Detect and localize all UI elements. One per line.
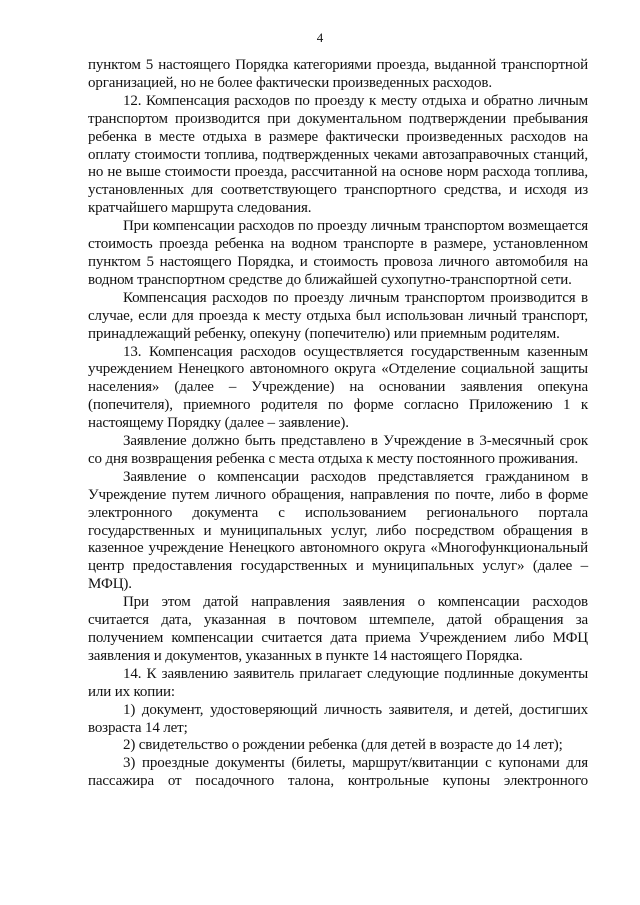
paragraph: 14. К заявлению заявитель прилагает следующие подлинные документы или их копии: xyxy=(88,665,588,700)
paragraph: 1) документ, удостоверяющий личность заявителя, и детей, достигших возраста 14 лет; xyxy=(88,701,588,736)
paragraph: 2) свидетельство о рождении ребенка (для детей в возрасте до 14 лет); xyxy=(123,737,563,754)
paragraph: Компенсация расходов по проезду личным транспортом производится в случае, если для проезда к месту отдыха был использован личный транспорт, принадлежащий ребенку, опекуну (попечителю) или приемным родителям. xyxy=(88,289,588,342)
page-number: 4 xyxy=(316,30,324,45)
paragraph: Заявление должно быть представлено в Учреждение в 3-месячный срок со дня возвращения ребенка с места отдыха к месту постоянного проживания. xyxy=(88,433,588,467)
paragraph: 13. Компенсация расходов осуществляется государственным казенным учреждением Ненецкого автономного округа «Отделение социальной защиты населения» (далее – Учреждение) на основании заявления опекуна (попечителя), приемного родителя по форме согласно Приложению 1 к настоящему Порядку (далее – заявление). xyxy=(88,343,588,432)
paragraph: При этом датой направления заявления о компенсации расходов считается дата, указанная в почтовом штемпеле, датой обращения за получением компенсации считается дата приема Учреждением либо МФЦ заявления и документов, указанных в пункте 14 настоящего Порядка. xyxy=(88,594,588,664)
paragraph: пунктом 5 настоящего Порядка категориями проезда, выданной транспортной организацией, но не более фактически произведенных расходов. xyxy=(88,57,588,91)
paragraph: При компенсации расходов по проезду личным транспортом возмещается стоимость проезда ребенка на водном транспорте в размере, установленном пунктом 5 настоящего Порядка, и стоимость провоза личного автомобиля на водном транспортном средстве до ближайшей сухопутно-транспортной сети. xyxy=(88,218,588,288)
paragraph: Заявление о компенсации расходов представляется гражданином в Учреждение путем личного обращения, направления по почте, либо в форме электронного документа с использованием регионального портала государственных и муниципальных услуг, либо посредством обращения в казенное учреждение Ненецкого автономного округа «Многофункциональный центр предоставления государственных и муниципальных услуг» (далее – МФЦ). xyxy=(88,468,588,593)
document-body xyxy=(88,57,588,791)
paragraph: 3) проездные документы (билеты, маршрут/квитанции с купонами для пассажира от посадочного талона, контрольные купоны электронного xyxy=(88,755,588,790)
paragraph: 12. Компенсация расходов по проезду к месту отдыха и обратно личным транспортом производится при документальном подтверждении пребывания ребенка в месте отдыха в размере фактически произведенных расходов на оплату стоимости топлива, подтвержденных чеками автозаправочных станций, но не выше стоимости проезда, рассчитанной на основе норм расхода топлива, установленных для соответствующего транспортного средства, и исходя из кратчайшего маршрута следования. xyxy=(88,92,588,217)
